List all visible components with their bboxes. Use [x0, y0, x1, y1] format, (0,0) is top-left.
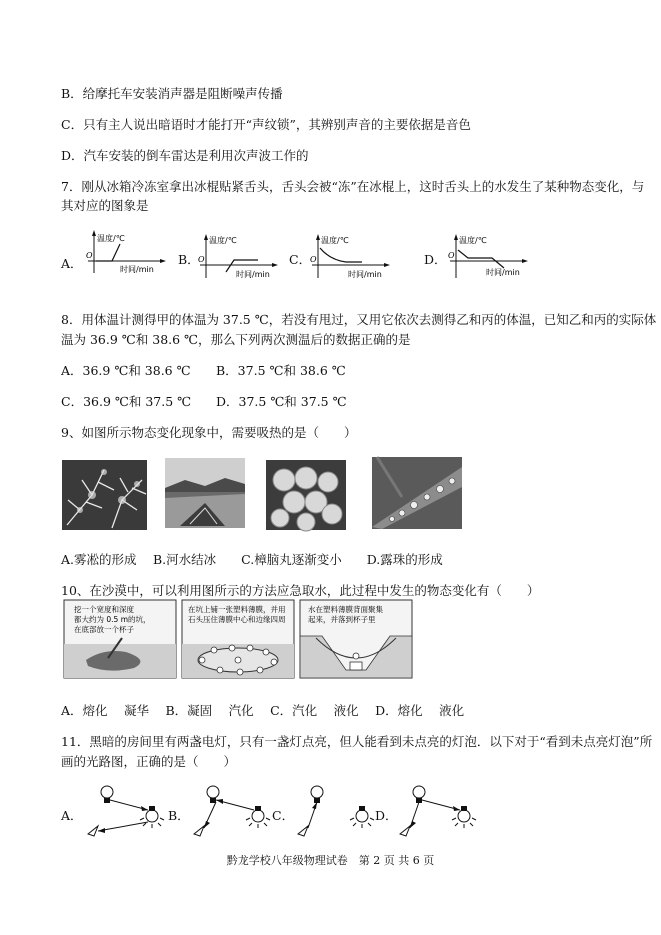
q11-diagram-b [186, 778, 276, 838]
q10-panel1-line2: 都大约为 0.5 m的坑， [74, 615, 151, 624]
q11-stem-line2: 画的光路图，正确的是（ ） [61, 754, 237, 769]
q10-panel2-line1: 在坑上铺一张塑料薄膜，并用 [188, 605, 286, 614]
q11-diagram-d [392, 778, 482, 838]
unlit-bulb-icon [311, 786, 323, 803]
q7-stem-line2: 其对应的图象是 [61, 198, 149, 213]
q7-graph-b [198, 232, 288, 280]
q10-panel3-line1: 水在塑料薄膜背面聚集 [308, 605, 383, 614]
q11-label-b: B． [168, 808, 190, 823]
q7-b-ylabel: 温度/℃ [209, 236, 237, 245]
q7-label-a: A． [61, 256, 83, 271]
q9-photo-river-ice [165, 458, 245, 528]
lit-bulb-icon [350, 806, 374, 828]
q8-option-a: A．36.9 ℃和 38.6 ℃ [61, 363, 191, 378]
q10-stem: 10、在沙漠中，可以利用图所示的方法应急取水，此过程中发生的物态变化有（ ） [61, 583, 540, 598]
q7-c-xlabel: 时间/min [348, 270, 382, 279]
q7-a-origin: O [86, 251, 93, 260]
q8-stem-line1: 8．用体温计测得甲的体温为 37.5 ℃，若没有甩过，又用它依次去测得乙和丙的体温，已知乙和丙的实际体 [61, 312, 657, 327]
q7-d-ylabel: 温度/℃ [459, 236, 487, 245]
q11-diagram-a [80, 778, 170, 838]
q11-label-d: D． [375, 808, 398, 823]
q7-label-d: D． [424, 252, 447, 267]
eye-icon [400, 826, 410, 836]
q7-stem-line1: 7．刚从冰箱冷冻室拿出冰棍贴紧舌头，舌头会被“冻”在冰棍上，这时舌头上的水发生了某种物态变化，与 [61, 179, 645, 194]
q11-label-c: C． [272, 808, 295, 823]
q7-label-c: C． [289, 252, 312, 267]
eye-icon [298, 826, 308, 836]
q11-stem-line1: 11．黑暗的房间里有两盏电灯，只有一盏灯点亮，但人能看到未点亮的灯泡．以下对于“看到未点亮灯泡”所 [61, 734, 653, 749]
eye-icon [88, 826, 98, 836]
q9-photo-rime [62, 460, 147, 530]
eye-icon [194, 826, 204, 836]
q9-photo-mothballs [266, 460, 346, 530]
q9-stem: 9、如图所示物态变化现象中，需要吸热的是（ ） [61, 425, 357, 440]
q7-b-xlabel: 时间/min [236, 270, 270, 279]
q7-label-b: B． [178, 252, 200, 267]
q9-photo-dew [372, 457, 462, 529]
q10-panel2-line2: 石头压住薄膜中心和边缘四周 [188, 615, 286, 624]
q7-b-origin: O [198, 255, 205, 264]
q10-options: A．熔化 凝华 B．凝固 汽化 C．汽化 液化 D．熔化 液化 [61, 703, 465, 718]
q11-diagram-c [290, 778, 380, 838]
q9-options: A.雾凇的形成 B.河水结冰 C.樟脑丸逐渐变小 D.露珠的形成 [61, 552, 443, 567]
q8-option-b: B．37.5 ℃和 38.6 ℃ [216, 363, 346, 378]
q8-option-c: C．36.9 ℃和 37.5 ℃ [61, 394, 192, 409]
q7-graph-c [310, 232, 400, 280]
q7-c-ylabel: 温度/℃ [321, 236, 349, 245]
q7-d-xlabel: 时间/min [486, 268, 520, 277]
q7-d-origin: O [448, 251, 455, 260]
q10-panel1-line1: 挖一个宽度和深度 [74, 605, 134, 614]
q10-panel3-line2: 起来，并落到杯子里 [308, 615, 376, 624]
q11-label-a: A． [61, 808, 83, 823]
q7-graph-a [86, 228, 176, 278]
q7-c-origin: O [310, 255, 317, 264]
q6-option-c: C．只有主人说出暗语时才能打开“声纹锁”，其辨别声音的主要依据是音色 [61, 117, 471, 132]
q8-option-d: D．37.5 ℃和 37.5 ℃ [216, 394, 347, 409]
q7-a-ylabel: 温度/℃ [97, 234, 125, 243]
q6-option-d: D．汽车安装的倒车雷达是利用次声波工作的 [61, 148, 309, 163]
q6-option-b: B．给摩托车安装消声器是阻断噪声传播 [61, 86, 283, 101]
q8-stem-line2: 温为 36.9 ℃和 38.6 ℃，那么下列两次测温后的数据正确的是 [61, 332, 411, 347]
q10-panel1-line3: 在底部放一个杯子 [74, 625, 134, 634]
q7-a-xlabel: 时间/min [120, 265, 154, 274]
q10-figure [64, 600, 414, 680]
q7-graph-d [448, 232, 538, 280]
page-footer: 黔龙学校八年级物理试卷 第 2 页 共 6 页 [226, 854, 435, 867]
